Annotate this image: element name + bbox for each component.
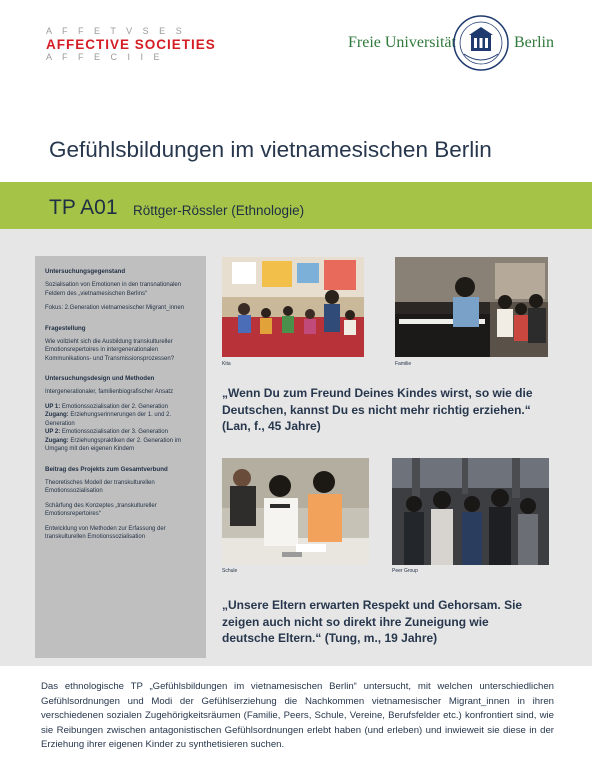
page-header [0, 0, 592, 96]
logo-wordmark: AFFECTIVE SOCIETIES [46, 37, 216, 52]
quote-text: „Unsere Eltern erwarten Respekt und Gehorsam. Sie zeigen auch nicht so direkt ihre Zuneigung wie deutsche Eltern.“ [222, 598, 523, 645]
section-fragestellung [45, 325, 198, 364]
quote-attribution: (Lan, f., 45 Jahre) [222, 419, 321, 433]
section-paragraph: Entwicklung von Methoden zur Erfassung der transkulturellen Emotionssozialisation [45, 525, 166, 540]
caption-familie: Familie [395, 361, 412, 367]
page-title: Gefühlsbildungen im vietnamesischen Berlin [49, 137, 492, 162]
kita-photo-image [222, 257, 364, 357]
subproject-access-label: Zugang: [45, 437, 69, 444]
info-sidebar [35, 256, 206, 658]
section-paragraph: Intergenerationaler, familienbiografischer Ansatz [45, 389, 174, 395]
quote-text: „Wenn Du zum Freund Deines Kindes wirst, so wie die Deutschen, kannst Du es nicht mehr richtig erziehen.“ [222, 386, 533, 417]
section-untersuchungsdesign [45, 375, 198, 454]
section-heading: Fragestellung [45, 324, 86, 332]
subproject-text: Emotionssozialisation der 3. Generation [61, 429, 168, 435]
section-paragraph: Sozialisation von Emotionen in den transnationalen Feldern des „vietnamesischen Berlins“ [45, 282, 182, 297]
project-code: TP A01 [49, 196, 118, 219]
section-heading: Beitrag des Projekts zum Gesamtverbund [45, 465, 168, 473]
section-paragraph: Schärfung des Konzeptes „transkultureller Emotionsrepertoires“ [45, 502, 157, 517]
subproject-label: UP 2: [45, 429, 61, 435]
section-heading: Untersuchungsgegenstand [45, 268, 126, 275]
subproject-access-text: Erziehungserinnerungen der 1. und 2. Generation [45, 412, 172, 427]
quote-attribution: (Tung, m., 19 Jahre) [324, 631, 438, 645]
caption-peer: Peer Group [392, 568, 418, 574]
section-paragraph: Theoretisches Modell der transkulturellen Emotionssozialisation [45, 479, 155, 494]
project-lead: Röttger-Rössler (Ethnologie) [133, 203, 305, 218]
schule-photo-image [222, 458, 369, 565]
photo-schule [222, 458, 369, 565]
section-paragraph: Wie vollzieht sich die Ausbildung transkultureller Emotionsrepertoires in intergenerationalen Kommunikations- und Transmissionsprozessen? [45, 338, 175, 362]
fu-logo-name: Freie Universität [348, 34, 456, 51]
subproject-1 [45, 403, 198, 429]
peer-photo-image [392, 458, 549, 565]
fu-seal-icon [452, 14, 510, 72]
fu-logo-city: Berlin [514, 34, 554, 51]
caption-kita: Kita [222, 361, 231, 367]
familie-photo-image [395, 257, 548, 357]
subproject-text: Emotionssozialisation der 2. Generation [61, 403, 168, 410]
photo-peer [392, 458, 549, 565]
subproject-access-label: Zugang: [45, 412, 69, 418]
section-beitrag [45, 466, 198, 542]
logo-ghost-letters-top: A F F E T V S E S [46, 26, 186, 36]
subproject-2 [45, 428, 198, 454]
quote-lan [222, 385, 552, 435]
caption-schule: Schule [222, 568, 238, 574]
section-paragraph: Fokus: 2.Generation vietnamesischer Migrant_innen [45, 305, 185, 311]
affective-societies-logo[interactable] [46, 20, 246, 68]
photo-kita [222, 257, 364, 357]
logo-ghost-letters-bottom: A F F E C I I E [46, 52, 164, 62]
quote-tung [222, 597, 542, 647]
section-heading: Untersuchungsdesign und Methoden [45, 375, 155, 382]
subproject-access-text: Erziehungspraktiken der 2. Generation im Umgang mit den eigenen Kindern [45, 437, 182, 452]
fu-berlin-logo[interactable] [344, 14, 554, 78]
project-description: Das ethnologische TP „Gefühlsbildungen im vietnamesischen Berlin“ untersucht, mit welchen unterschiedlichen Gefühlsordnungen und Modi der Gefühlserziehung die Nachkommen vietnamesischer Migrant_innen in ihren verschiedenen sozialen Zugehörigkeitsräumen (Familie, Peers, Schule, Vereine, Berufsfelder etc.) konfrontiert sind, wie sie Reibungen zwischen antagonistischen Gefühlsordnungen erlebt haben (und erleben) und inwieweit sie diese in der Erziehung ihrer eigenen Kinder zu synthetisieren suchen. [41, 681, 554, 750]
section-untersuchungsgegenstand [45, 268, 198, 313]
photo-familie [395, 257, 548, 357]
subproject-label: UP 1: [45, 403, 61, 410]
